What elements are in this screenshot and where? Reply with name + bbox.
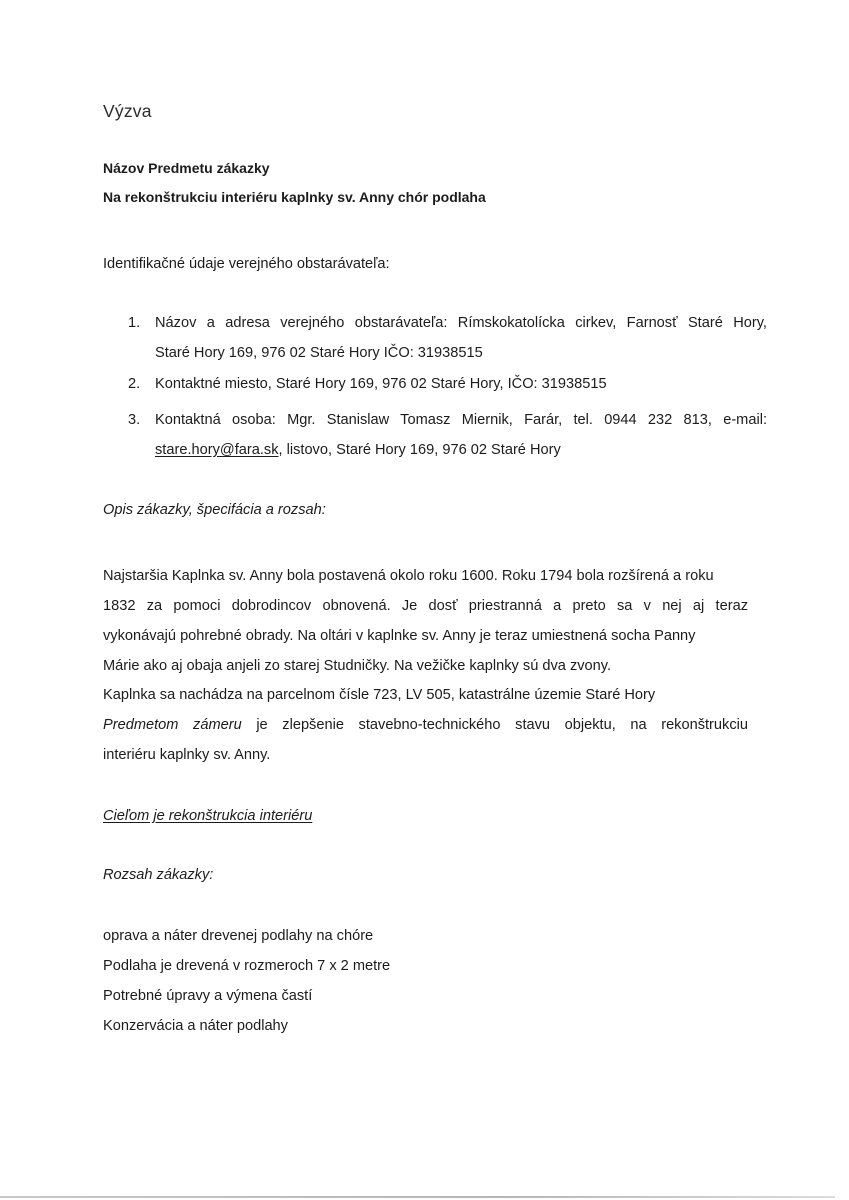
list-item-text: Kontaktné miesto, Staré Hory 169, 976 02 Staré Hory, IČO: 31938515 bbox=[155, 376, 607, 392]
scan-edge-line bbox=[0, 1196, 835, 1198]
identification-heading: Identifikačné údaje verejného obstarávateľa: bbox=[103, 256, 390, 272]
purpose-line-2: interiéru kaplnky sv. Anny. bbox=[103, 747, 271, 763]
list-item-text: Staré Hory 169, 976 02 Staré Hory IČO: 31938515 bbox=[155, 345, 483, 361]
scope-item: oprava a náter drevenej podlahy na chóre bbox=[103, 928, 374, 944]
list-item-number: 2. bbox=[128, 376, 141, 392]
purpose-line bbox=[103, 715, 748, 735]
purpose-text: je zlepšenie stavebno-technického stavu objektu, na rekonštrukciu bbox=[241, 717, 748, 733]
contact-address: , listovo, Staré Hory 169, 976 02 Staré Hory bbox=[278, 442, 561, 458]
document-title: Výzva bbox=[103, 101, 152, 121]
paragraph-line: Najstaršia Kaplnka sv. Anny bola postavená okolo roku 1600. Roku 1794 bola rozšírená a roku bbox=[103, 568, 714, 584]
email-link[interactable]: stare.hory@fara.sk bbox=[155, 442, 279, 458]
paragraph-line: 1832 za pomoci dobrodincov obnovená. Je dosť priestranná a preto sa v nej aj teraz bbox=[103, 598, 748, 614]
subject-title: Na rekonštrukciu interiéru kaplnky sv. Anny chór podlaha bbox=[103, 189, 486, 205]
purpose-lead: Predmetom zámeru bbox=[103, 717, 242, 733]
scope-heading: Rozsah zákazky: bbox=[103, 867, 214, 883]
description-heading: Opis zákazky, špecifácia a rozsah: bbox=[103, 502, 326, 518]
list-item-text: Názov a adresa verejného obstarávateľa: Rímskokatolícka cirkev, Farnosť Staré Hory, bbox=[155, 315, 767, 331]
subject-heading: Názov Predmetu zákazky bbox=[103, 160, 270, 176]
scope-item: Podlaha je drevená v rozmeroch 7 x 2 metre bbox=[103, 958, 391, 974]
list-item-number: 1. bbox=[128, 315, 141, 331]
paragraph-line: vykonávajú pohrebné obrady. Na oltári v kaplnke sv. Anny je teraz umiestnená socha Panny bbox=[103, 628, 696, 644]
paragraph-line: Márie ako aj obaja anjeli zo starej Studničky. Na vežičke kaplnky sú dva zvony. bbox=[103, 658, 612, 674]
location-line: Kaplnka sa nachádza na parcelnom čísle 723, LV 505, katastrálne územie Staré Hory bbox=[103, 687, 656, 703]
scope-item: Konzervácia a náter podlahy bbox=[103, 1018, 288, 1034]
list-item-number: 3. bbox=[128, 412, 141, 428]
list-item-text: Kontaktná osoba: Mgr. Stanislaw Tomasz Miernik, Farár, tel. 0944 232 813, e-mail: bbox=[155, 412, 767, 428]
scope-item: Potrebné úpravy a výmena častí bbox=[103, 988, 313, 1004]
list-item-text bbox=[155, 440, 561, 460]
goal-heading: Cieľom je rekonštrukcia interiéru bbox=[103, 808, 313, 824]
